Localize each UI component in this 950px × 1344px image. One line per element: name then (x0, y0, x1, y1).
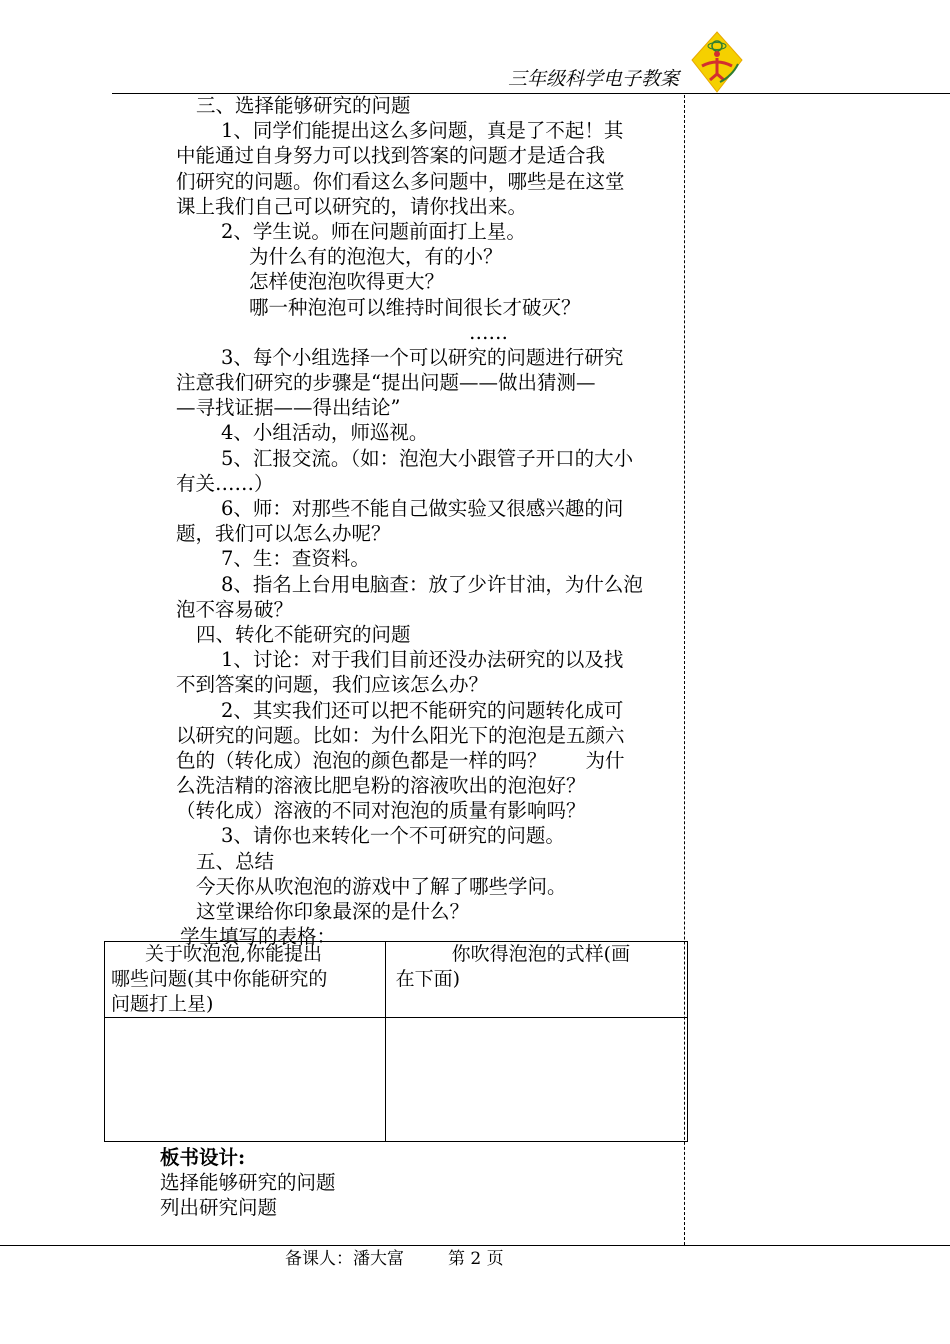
body-line: 题，我们可以怎么办呢？ (176, 522, 391, 546)
body-line: 学生填写的表格： (180, 925, 337, 949)
body-line: —寻找证据——得出结论” (176, 396, 401, 420)
questions-answer-cell[interactable] (105, 1018, 386, 1142)
blackboard-design (160, 1145, 336, 1220)
questions-column-header: 关于吹泡泡,你能提出 哪些问题(其中你能研究的 问题打上星) (105, 942, 386, 1018)
board-item: 列出研究问题 (160, 1196, 278, 1219)
body-line: 不到答案的问题，我们应该怎么办？ (176, 673, 489, 697)
body-line: 1、讨论：对于我们目前还没办法研究的以及找 (221, 648, 624, 672)
lesson-body (176, 93, 682, 949)
body-line: 们研究的问题。你们看这么多问题中，哪些是在这堂 (176, 169, 625, 193)
body-line: 2、学生说。师在问题前面打上星。 (221, 219, 526, 243)
body-line: 么洗洁精的溶液比肥皂粉的溶液吹出的泡泡好？ (176, 774, 586, 798)
body-line: 怎样使泡泡吹得更大？ (249, 270, 445, 294)
header-title: 三年级科学电子教案 (508, 68, 680, 90)
student-worksheet-table (104, 941, 688, 1142)
body-line: 3、请你也来转化一个不可研究的问题。 (221, 824, 565, 848)
bubble-drawing-cell[interactable] (385, 1018, 687, 1142)
body-line: 泡不容易破？ (176, 597, 294, 621)
body-line: 哪一种泡泡可以维持时间很长才破灭？ (249, 295, 581, 319)
body-line: 8、指名上台用电脑查：放了少许甘油，为什么泡 (221, 572, 643, 596)
body-line: 这堂课给你印象最深的是什么？ (196, 900, 470, 923)
body-line: 为什么有的泡泡大，有的小？ (249, 245, 503, 269)
body-line: 注意我们研究的步骤是“提出问题——做出猜测— (176, 371, 596, 395)
body-line: 1、同学们能提出这么多问题，真是了不起！其 (221, 119, 624, 143)
body-line: 三、选择能够研究的问题 (196, 94, 411, 117)
school-logo-icon (690, 30, 744, 94)
body-line: 有关……） (176, 471, 274, 495)
board-title: 板书设计: (160, 1146, 246, 1169)
body-line: 4、小组活动，师巡视。 (221, 421, 429, 445)
body-line: 中能通过自身努力可以找到答案的问题才是适合我 (176, 144, 606, 168)
body-line: 五、总结 (196, 849, 275, 873)
page-number: 第 2 页 (448, 1249, 504, 1269)
body-line: 3、每个小组选择一个可以研究的问题进行研究 (221, 345, 624, 369)
bubble-style-column-header: 你吹得泡泡的式样(画 在下面) (385, 942, 687, 1018)
body-line: …… (469, 320, 508, 344)
body-line: 2、其实我们还可以把不能研究的问题转化成可 (221, 698, 624, 722)
footer (285, 1244, 504, 1269)
board-item: 选择能够研究的问题 (160, 1171, 336, 1194)
body-line: 7、生：查资料。 (221, 547, 370, 571)
body-line: 课上我们自己可以研究的，请你找出来。 (176, 194, 528, 218)
body-line: 今天你从吹泡泡的游戏中了解了哪些学问。 (196, 874, 567, 898)
body-line: （转化成）溶液的不同对泡泡的质量有影响吗？ (176, 799, 586, 823)
body-line: 6、师：对那些不能自己做实验又很感兴趣的问 (221, 497, 624, 520)
preparer-label: 备课人：潘大富 (285, 1249, 404, 1269)
body-line: 四、转化不能研究的问题 (196, 622, 411, 646)
body-line: 色的（转化成）泡泡的颜色都是一样的吗？ 为什 (176, 748, 625, 772)
body-line: 以研究的问题。比如：为什么阳光下的泡泡是五颜六 (176, 723, 625, 747)
body-line: 5、汇报交流。（如：泡泡大小跟管子开口的大小 (221, 446, 634, 470)
